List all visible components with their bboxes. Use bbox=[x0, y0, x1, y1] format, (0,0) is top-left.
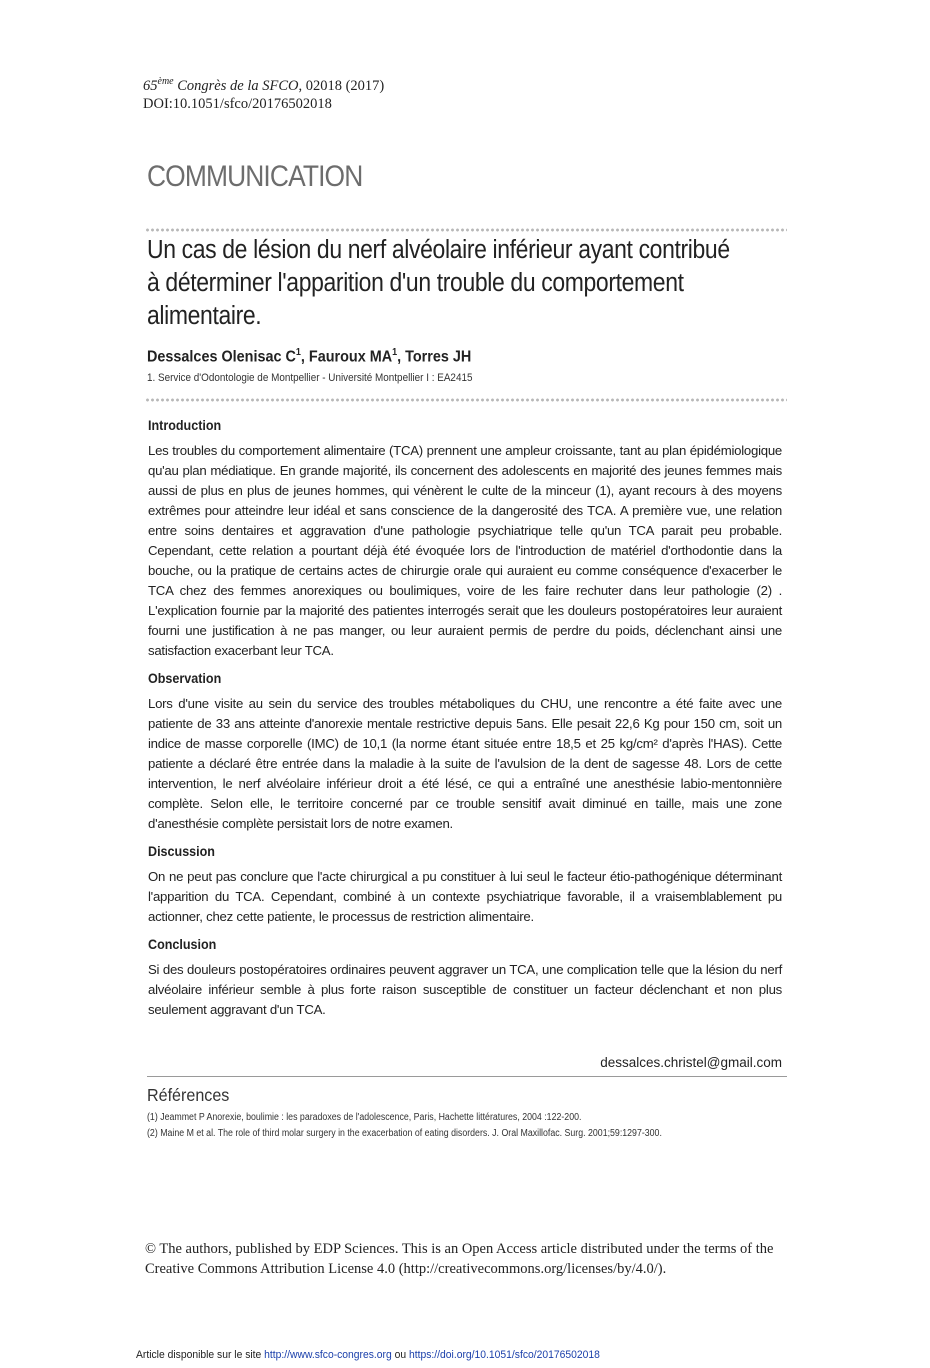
affiliation: 1. Service d'Odontologie de Montpellier - Université Montpellier I : EA2415 bbox=[147, 372, 473, 384]
article-title: Un cas de lésion du nerf alvéolaire inférieur ayant contribué à déterminer l'apparition d'un trouble du comportement alimentaire. bbox=[147, 236, 730, 330]
page-footer bbox=[136, 1349, 600, 1361]
conference-name: Congrès de la SFCO bbox=[173, 77, 299, 94]
section-introduction bbox=[148, 418, 782, 661]
license-statement: © The authors, published by EDP Sciences. This is an Open Access article distributed under the terms of the Creative Commons Attribution License 4.0 (http://creativecommons.org/licenses/by/4.0/). bbox=[145, 1241, 774, 1277]
conference-number-sup: ème bbox=[157, 76, 174, 87]
dotted-divider-bottom bbox=[145, 398, 787, 402]
section-text: On ne peut pas conclure que l'acte chirurgical a pu constituer à lui seul le facteur étio-pathogénique déterminant l'apparition du TCA. Cependant, combiné à un contexte psychiatrique favorable, il a vraisemblablement pu actionner, chez cette patiente, le processus de restriction alimentaire. bbox=[148, 869, 782, 924]
footer-middle: ou bbox=[391, 1349, 410, 1361]
contact-email: dessalces.christel@gmail.com bbox=[600, 1055, 782, 1070]
section-text: Lors d'une visite au sein du service des troubles métaboliques du CHU, une rencontre a été faite avec une patiente de 33 ans atteinte d'anorexie mentale restrictive depuis 5ans. Elle pesait 22,6 Kg pour 150 cm, soit un indice de masse corporelle (IMC) de 10,1 (la norme étant située entre 18,5 et 25 kg/cm² d'après l'HAS). Cette patiente a déclaré être entrée dans la maladie à la suite de l'avulsion de la dent de sagesse 48. Lors de cette intervention, le nerf alvéolaire inférieur droit a été lésé, ce qui a entraîné une anesthésie labio-mentonnière complète. Selon elle, le territoire concerné par ce trouble sensitif avait diminué en taille, mais une zone d'anesthésie complète persistait lors de notre examen. bbox=[148, 696, 782, 831]
reference-list bbox=[147, 1110, 807, 1142]
doi: DOI:10.1051/sfco/20176502018 bbox=[143, 95, 332, 112]
section-heading: Introduction bbox=[148, 418, 222, 433]
section-heading: Conclusion bbox=[148, 937, 217, 952]
article-type-label: COMMUNICATION bbox=[147, 160, 363, 193]
section-observation bbox=[148, 671, 782, 834]
footer-prefix: Article disponible sur le site bbox=[136, 1349, 265, 1361]
section-heading: Discussion bbox=[148, 844, 215, 859]
section-text: Si des douleurs postopératoires ordinaires peuvent aggraver un TCA, une complication telle que la lésion du nerf alvéolaire inférieur semble à plus forte raison susceptible de constituer un facteur déclenchant et non plus seulement aggravant d'un TCA. bbox=[148, 962, 782, 1017]
author-1: Dessalces Olenisac C bbox=[147, 348, 296, 366]
author-3: , Torres JH bbox=[397, 348, 472, 366]
footer-link-doi[interactable]: https://doi.org/10.1051/sfco/20176502018 bbox=[409, 1349, 600, 1361]
section-conclusion bbox=[148, 937, 782, 1020]
reference-item: (1) Jeammet P Anorexie, boulimie : les paradoxes de l'adolescence, Paris, Hachette littératures, 2004 :122-200. bbox=[147, 1112, 582, 1123]
conference-ref: , 02018 (2017) bbox=[298, 77, 385, 94]
author-2: , Fauroux MA bbox=[300, 348, 393, 366]
conference-number: 65 bbox=[143, 77, 158, 94]
author-1-affil: 1 bbox=[295, 347, 301, 358]
article-body bbox=[148, 418, 782, 1030]
reference-item: (2) Maine M et al. The role of third molar surgery in the exacerbation of eating disorders. J. Oral Maxillofac. Surg. 2001;59:1297-300. bbox=[147, 1128, 662, 1139]
section-text: Les troubles du comportement alimentaire (TCA) prennent une ampleur croissante, tant au plan épidémiologique qu'au plan médiatique. En grande majorité, ils concernent des adolescents en majorité des jeunes femmes mais aussi de plus en plus de jeunes hommes, qui vénèrent le culte de la minceur (1), ayant recours à des moyens extrêmes pour atteindre leur idéal et sans conscience de la dangerosité des TCA. A première vue, une relation entre soins dentaires et aggravation d'une pathologie psychiatrique telle qu'un TCA parait peu probable. Cependant, cette relation a pourtant déjà été évoquée lors de l'introduction de matériel d'orthodontie dans la bouche, ou la pratique de certains actes de chirurgie orale qui auraient eu comme conséquence d'exacerber le TCA chez des femmes anorexiques ou boulimiques, voire de les faire rechuter dans leur pathologie (2) . L'explication fournie par la majorité des patientes interrogés serait que les douleurs postopératoires leur auraient fourni une justification à ne pas manger, ou leur auraient permis de perdre du poids, déclenchant ainsi une satisfaction exacerbant leur TCA. bbox=[148, 443, 782, 658]
section-heading: Observation bbox=[148, 671, 222, 686]
footer-link-sfco[interactable]: http://www.sfco-congres.org bbox=[264, 1349, 392, 1361]
conference-line bbox=[143, 73, 384, 95]
dotted-divider-top bbox=[145, 228, 787, 232]
author-list bbox=[147, 347, 471, 366]
author-2-affil: 1 bbox=[392, 347, 398, 358]
references-heading: Références bbox=[147, 1085, 230, 1105]
section-discussion bbox=[148, 844, 782, 927]
journal-header bbox=[143, 73, 384, 113]
email-divider bbox=[147, 1076, 787, 1077]
